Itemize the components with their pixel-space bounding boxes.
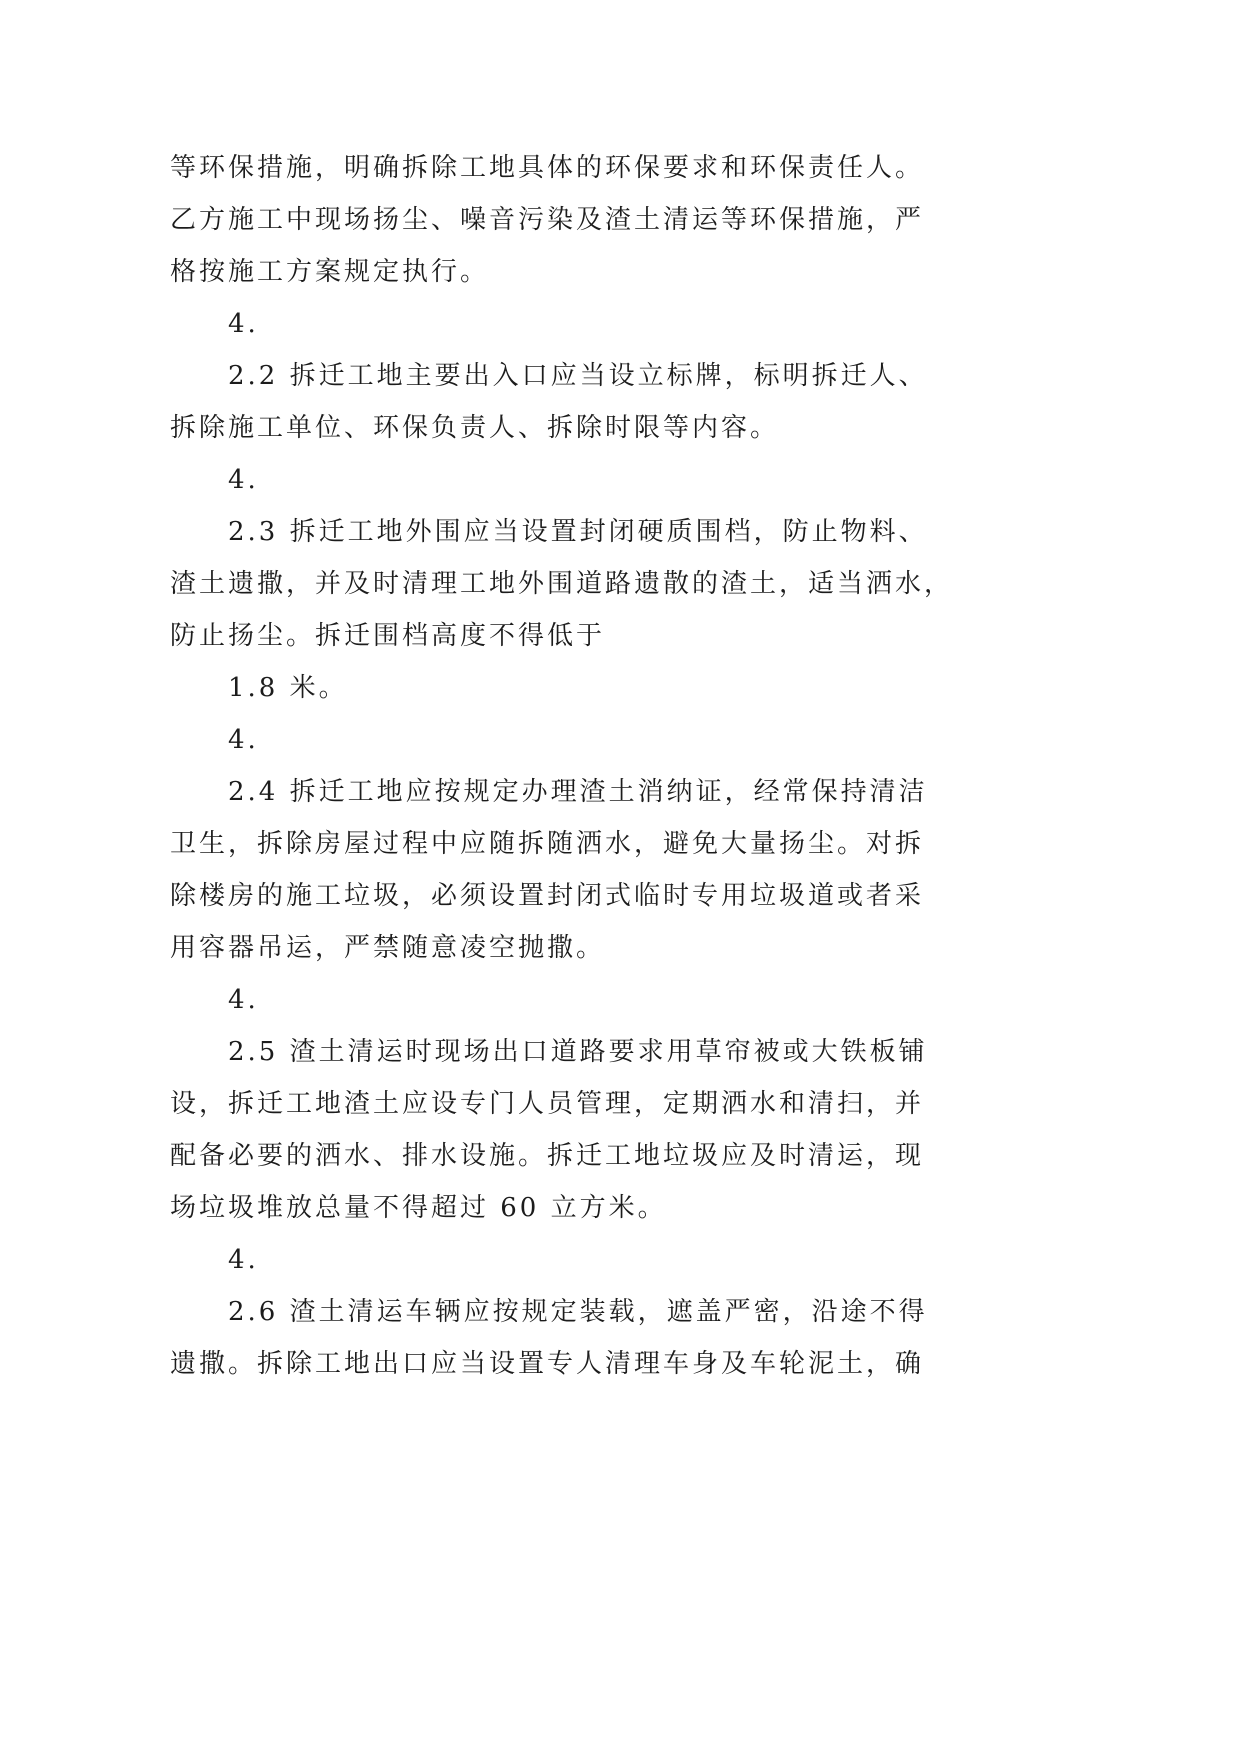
text-line: 设，拆迁工地渣土应设专门人员管理，定期洒水和清扫，并 (170, 1089, 925, 1119)
text-line: 防止扬尘。拆迁围档高度不得低于 (170, 621, 606, 651)
text-line: 遗撒。拆除工地出口应当设置专人清理车身及车轮泥土，确 (170, 1349, 925, 1379)
paragraph (170, 1026, 1041, 1234)
text-line: 4. (228, 985, 259, 1015)
text-line: 乙方施工中现场扬尘、噪音污染及渣土清运等环保措施，严 (170, 205, 925, 235)
text-line: 4. (228, 725, 259, 755)
text-line: 渣土遗撒，并及时清理工地外围道路遗散的渣土，适当洒水， (170, 569, 954, 599)
paragraph (170, 350, 1041, 454)
text-line: 4. (228, 1245, 259, 1275)
text-line: 卫生，拆除房屋过程中应随拆随洒水，避免大量扬尘。对拆 (170, 829, 925, 859)
text-line: 2.4 拆迁工地应按规定办理渣土消纳证，经常保持清洁 (228, 777, 928, 807)
text-line: 2.6 渣土清运车辆应按规定装载，遮盖严密，沿途不得 (228, 1297, 928, 1327)
text-line: 场垃圾堆放总量不得超过 60 立方米。 (170, 1193, 667, 1223)
paragraph (170, 714, 1041, 766)
text-line: 2.5 渣土清运时现场出口道路要求用草帘被或大铁板铺 (228, 1037, 928, 1067)
text-line: 等环保措施，明确拆除工地具体的环保要求和环保责任人。 (170, 153, 925, 183)
document-body (170, 142, 1041, 1390)
paragraph (170, 662, 1041, 714)
text-line: 2.3 拆迁工地外围应当设置封闭硬质围档，防止物料、 (228, 517, 928, 547)
paragraph (170, 1234, 1041, 1286)
text-line: 格按施工方案规定执行。 (170, 257, 490, 287)
text-line: 4. (228, 465, 259, 495)
text-line: 配备必要的洒水、排水设施。拆迁工地垃圾应及时清运，现 (170, 1141, 925, 1171)
paragraph (170, 506, 1041, 662)
text-line: 1.8 米。 (228, 673, 348, 703)
paragraph (170, 142, 1041, 298)
text-line: 4. (228, 309, 259, 339)
paragraph (170, 454, 1041, 506)
text-line: 2.2 拆迁工地主要出入口应当设立标牌，标明拆迁人、 (228, 361, 928, 391)
paragraph (170, 298, 1041, 350)
text-line: 拆除施工单位、环保负责人、拆除时限等内容。 (170, 413, 780, 443)
text-line: 用容器吊运，严禁随意凌空抛撒。 (170, 933, 606, 963)
paragraph (170, 1286, 1041, 1390)
paragraph (170, 766, 1041, 974)
text-line: 除楼房的施工垃圾，必须设置封闭式临时专用垃圾道或者采 (170, 881, 925, 911)
paragraph (170, 974, 1041, 1026)
